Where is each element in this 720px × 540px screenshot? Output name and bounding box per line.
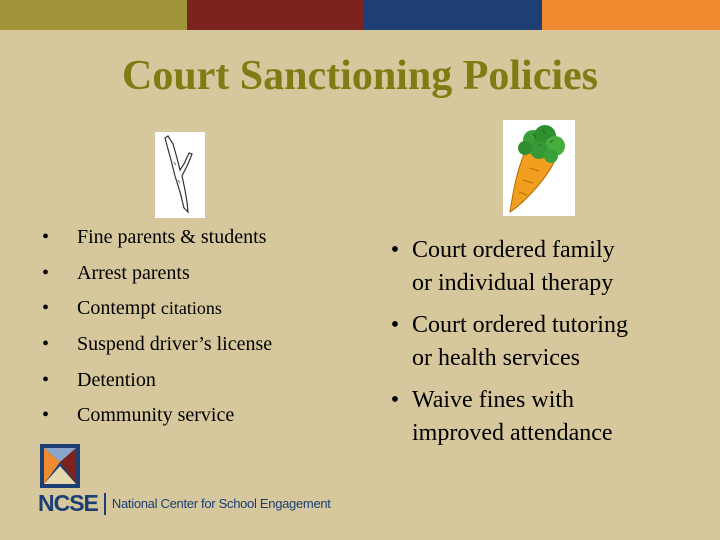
logo-full-name: National Center for School Engagement — [111, 496, 331, 511]
right-bullet-list — [378, 234, 698, 459]
list-item: • Fine parents & students — [42, 226, 267, 248]
list-item: • Court ordered tutoring or health services — [390, 312, 628, 371]
band-maroon — [187, 0, 364, 30]
band-navy — [364, 0, 542, 30]
list-item: • Community service — [42, 404, 235, 427]
left-bullet-list — [42, 222, 342, 436]
list-item: • Waive fines with improved attendance — [390, 387, 613, 446]
list-item: • Suspend driver’s license — [42, 333, 273, 356]
list-item: • Arrest parents — [42, 261, 190, 284]
list-item: • Contempt citations — [42, 297, 222, 320]
band-olive — [0, 0, 187, 30]
list-item: • Court ordered family or individual therapy — [390, 237, 615, 296]
top-color-band — [0, 0, 720, 30]
ncse-logo — [38, 444, 331, 524]
ncse-emblem-icon — [40, 444, 80, 488]
logo-abbreviation: NCSE — [38, 490, 98, 516]
list-item: • Detention — [42, 368, 156, 391]
slide-title: Court Sanctioning Policies — [121, 53, 598, 99]
carrot-icon — [503, 120, 575, 216]
band-orange — [542, 0, 720, 30]
stick-icon — [155, 132, 205, 218]
logo-divider — [104, 493, 106, 515]
